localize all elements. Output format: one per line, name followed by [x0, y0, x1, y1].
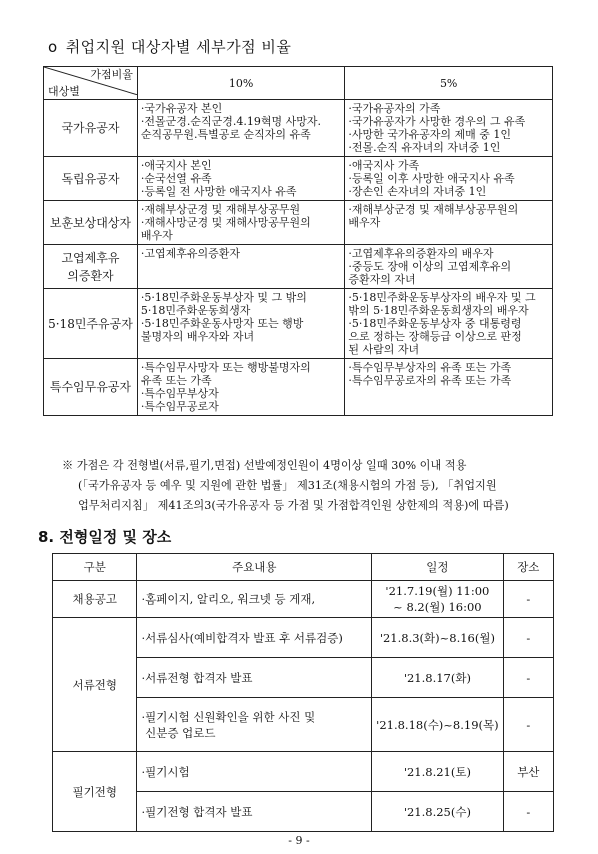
bullet-marker: o: [48, 38, 58, 56]
schedule-content-line: ·필기전형 합격자 발표: [141, 804, 253, 819]
schedule-content-line: ·필기시험 신원확인을 위한 사진 및: [141, 709, 316, 724]
bonus-row: [44, 100, 553, 157]
rate-10-cell: [137, 100, 344, 157]
target-category-line: 5·18민주유공자: [48, 316, 133, 331]
rate-5-cell-line: ·재해부상군경 및 재해부상공무원의: [348, 203, 519, 216]
rate-10-cell-line: ·재해부상군경 및 재해부상공무원: [140, 203, 301, 216]
rate-5-cell-line: 밖의 5·18민주화운동희생자의 배우자: [348, 304, 529, 317]
schedule-row: [53, 752, 554, 792]
rate-10-cell-line: ·순국선열 유족: [140, 172, 212, 185]
target-category: [44, 245, 138, 289]
rate-10-cell-line: ·특수임무사망자 또는 행방불명자의: [140, 361, 311, 374]
target-category-line: 고엽제후유: [61, 250, 120, 265]
header-category: 구분: [53, 554, 137, 581]
rate-5-cell: [345, 359, 553, 416]
target-category-line: 독립유공자: [61, 171, 120, 186]
rate-10-cell-line: 순직공무원.특별공로 순직자의 유족: [140, 128, 311, 141]
schedule-content-line: ·홈페이지, 알리오, 워크넷 등 게재,: [141, 592, 316, 606]
target-category: [44, 157, 138, 201]
rate-10-cell-line: ·국가유공자 본인: [140, 102, 223, 115]
target-category: [44, 289, 138, 359]
schedule-date-line: '21.8.18(수)~8.19(목): [376, 717, 499, 732]
target-category: [44, 359, 138, 416]
schedule-place: 부산: [503, 752, 553, 792]
rate-10-cell-line: 유족 또는 가족: [140, 374, 212, 387]
rate-5-cell-line: ·중등도 장애 이상의 고엽제후유의: [348, 260, 512, 273]
rate-5-cell-line: ·고엽제후유의증환자의 배우자: [348, 247, 494, 260]
rate-10-cell-line: ·특수임무공로자: [140, 400, 219, 413]
schedule-date-line: ~ 8.2(월) 16:00: [393, 600, 482, 614]
rate-5-cell-line: ·장손인 손자녀의 자녀중 1인: [348, 185, 487, 198]
bonus-row: [44, 157, 553, 201]
bonus-row: [44, 289, 553, 359]
section-title-text: 취업지원 대상자별 세부가점 비율: [65, 38, 292, 56]
rate-5-cell-line: 배우자: [348, 216, 381, 229]
rate-10-cell: [137, 289, 344, 359]
rate-10-cell-line: 5·18민주화운동희생자: [140, 304, 251, 317]
rate-10-cell-line: 배우자: [140, 229, 173, 242]
rate-10-cell-line: ·고엽제후유의증환자: [140, 247, 241, 260]
corner-header-cell: [44, 67, 138, 100]
rate-5-cell-line: ·전몰.순직 유자녀의 자녀중 1인: [348, 141, 501, 154]
rate-10-cell-line: ·재해사망군경 및 재해사망공무원의: [140, 216, 311, 229]
rate-5-cell-line: 된 사람의 자녀: [348, 343, 420, 356]
schedule-place: -: [503, 618, 553, 658]
section-title-schedule: 8. 전형일정 및 장소: [38, 528, 172, 546]
header-place: 장소: [503, 554, 553, 581]
note-line: 업무처리지침」 제41조의3(국가유공자 등 가점 및 가점합격인원 상한제의 적용)에 따름): [78, 499, 509, 512]
schedule-place: -: [503, 698, 553, 752]
bonus-row: [44, 359, 553, 416]
note-line: ※ 가점은 각 전형별(서류,필기,면접) 선발예정인원이 4명이상 일때 30% 이내 적용: [62, 459, 467, 472]
rate-5-cell-line: ·5·18민주화운동부상자의 배우자 및 그: [348, 291, 536, 304]
rate-10-cell-line: ·등록일 전 사망한 애국지사 유족: [140, 185, 297, 198]
schedule-date: [372, 792, 503, 832]
bonus-row: [44, 245, 553, 289]
rate-5-cell-line: ·사망한 국가유공자의 제매 중 1인: [348, 128, 511, 141]
rate-10-cell-line: ·특수임무부상자: [140, 387, 219, 400]
schedule-content-line: ·서류심사(예비합격자 발표 후 서류검증): [141, 630, 343, 645]
schedule-content: [137, 792, 372, 832]
schedule-row: [53, 618, 554, 658]
rate-10-cell: [137, 245, 344, 289]
schedule-content-line: ·필기시험: [141, 764, 190, 779]
schedule-place: -: [503, 581, 553, 618]
rate-5-cell-line: ·애국지사 가족: [348, 159, 420, 172]
rate-5-cell-line: ·특수임무부상자의 유족 또는 가족: [348, 361, 512, 374]
rate-5-cell-line: 증환자의 자녀: [348, 273, 416, 286]
schedule-content: [137, 698, 372, 752]
schedule-date-line: '21.8.3(화)~8.16(월): [379, 630, 495, 645]
rate-5-cell-line: 으로 정하는 장해등급 이상으로 판정: [348, 330, 522, 343]
header-content: 주요내용: [137, 554, 372, 581]
schedule-content-line: 신분증 업로드: [141, 725, 216, 740]
schedule-group: 서류전형: [53, 618, 137, 752]
rate-5-cell-line: ·등록일 이후 사망한 애국지사 유족: [348, 172, 515, 185]
schedule-date-line: '21.8.17(화): [403, 670, 471, 685]
schedule-date-line: '21.8.21(토): [403, 764, 471, 779]
target-category: [44, 100, 138, 157]
schedule-group: 필기전형: [53, 752, 137, 832]
corner-bottom-label: 대상별: [48, 85, 80, 98]
rate-5-cell-line: ·국가유공자가 사망한 경우의 그 유족: [348, 115, 526, 128]
rate-10-cell-line: ·5·18민주화운동부상자 및 그 밖의: [140, 291, 307, 304]
schedule-content-line: ·서류전형 합격자 발표: [141, 670, 253, 685]
rate-5-cell: [345, 157, 553, 201]
rate-5-cell-line: ·국가유공자의 가족: [348, 102, 441, 115]
target-category-line: 특수임무유공자: [49, 380, 132, 394]
rate-10-cell: [137, 201, 344, 245]
schedule-place: -: [503, 658, 553, 698]
schedule-date: [372, 581, 503, 618]
rate-5-cell: [345, 245, 553, 289]
rate-5-cell-line: ·특수임무공로자의 유족 또는 가족: [348, 374, 512, 387]
target-category-line: 국가유공자: [61, 121, 120, 135]
schedule-content: [137, 658, 372, 698]
schedule-row: [53, 581, 554, 618]
schedule-place: -: [503, 792, 553, 832]
schedule-date: [372, 658, 503, 698]
rate-5-cell: [345, 289, 553, 359]
schedule-group: 채용공고: [53, 581, 137, 618]
corner-top-label: 가점비율: [90, 68, 133, 81]
target-category-line: 보훈보상대상자: [49, 215, 132, 230]
schedule-date-line: '21.7.19(월) 11:00: [385, 584, 490, 598]
target-category-line: 의증환자: [67, 268, 114, 283]
page-number: - 9 -: [288, 834, 310, 847]
schedule-date: [372, 618, 503, 658]
section-title-bonus: [48, 36, 291, 57]
schedule-content: [137, 581, 372, 618]
schedule-content: [137, 752, 372, 792]
bonus-note: [62, 456, 562, 516]
schedule-content: [137, 618, 372, 658]
target-category: [44, 201, 138, 245]
schedule-date: [372, 752, 503, 792]
column-header-10: 10%: [137, 67, 344, 100]
bonus-rate-table: [43, 66, 553, 416]
rate-10-cell-line: 불명자의 배우자와 자녀: [140, 330, 255, 343]
rate-10-cell-line: ·전몰군경.순직군경.4.19혁명 사망자.: [140, 115, 322, 128]
note-line: (「국가유공자 등 예우 및 지원에 관한 법률」 제31조(채용시험의 가점 등), 「취업지원: [78, 479, 497, 492]
schedule-date: [372, 698, 503, 752]
rate-10-cell-line: ·5·18민주화운동사망자 또는 행방: [140, 317, 304, 330]
rate-5-cell-line: ·5·18민주화운동부상자 중 대통령령: [348, 317, 522, 330]
rate-10-cell: [137, 359, 344, 416]
rate-5-cell: [345, 201, 553, 245]
rate-10-cell: [137, 157, 344, 201]
header-date: 일정: [372, 554, 503, 581]
column-header-5: 5%: [345, 67, 553, 100]
schedule-date-line: '21.8.25(수): [403, 804, 471, 819]
bonus-row: [44, 201, 553, 245]
rate-5-cell: [345, 100, 553, 157]
rate-10-cell-line: ·애국지사 본인: [140, 159, 212, 172]
schedule-table: [52, 553, 554, 832]
